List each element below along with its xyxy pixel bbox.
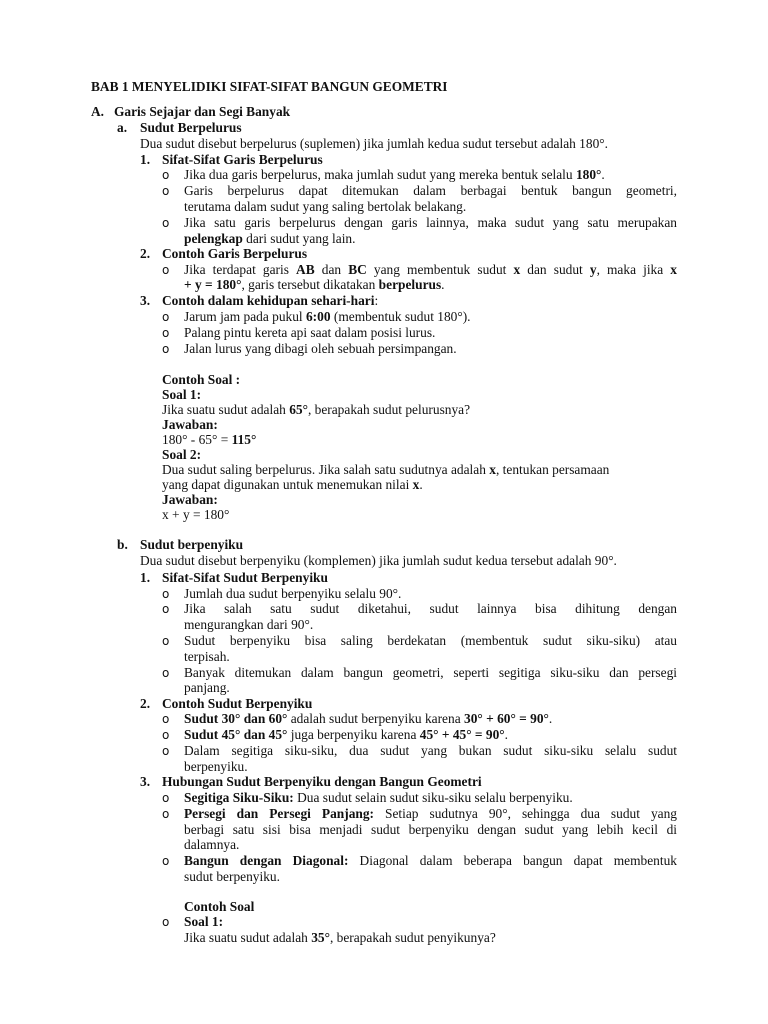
- a1-bullet-1: Jika dua garis berpelurus, maka jumlah sudut yang mereka bentuk selalu 180°.: [184, 167, 605, 182]
- bullet-icon: o: [162, 744, 170, 758]
- b1-bullet-2-line-2: mengurangkan dari 90°.: [184, 617, 314, 632]
- sub-b-marker: b.: [117, 537, 128, 552]
- bullet-icon: o: [162, 854, 170, 868]
- b1-bullet-4-line-2: panjang.: [184, 680, 230, 695]
- bullet-icon: o: [162, 915, 170, 929]
- bullet-icon: o: [162, 728, 170, 742]
- a-point-1-heading: Sifat-Sifat Garis Berpelurus: [162, 152, 323, 167]
- a3-bullet-1: Jarum jam pada pukul 6:00 (membentuk sudut 180°).: [184, 309, 471, 324]
- a-soal-2-line-1: Dua sudut saling berpelurus. Jika salah satu sudutnya adalah x, tentukan persamaan: [162, 462, 610, 477]
- b3-bullet-3-line-2: sudut berpenyiku.: [184, 869, 280, 884]
- b1-bullet-2-line-1: Jika salah satu sudut diketahui, sudut lainnya bisa dihitung dengan: [184, 601, 677, 616]
- b1-bullet-3-line-1: Sudut berpenyiku bisa saling berdekatan (membentuk sudut siku-siku) atau: [184, 633, 677, 648]
- a-jawaban-2-label: Jawaban:: [162, 492, 218, 507]
- a2-bullet-1-line-1: Jika terdapat garis AB dan BC yang membentuk sudut x dan sudut y, maka jika x: [184, 262, 677, 277]
- a1-bullet-2-line-1: Garis berpelurus dapat ditemukan dalam berbagai bentuk bangun geometri,: [184, 183, 677, 198]
- sub-b-intro: Dua sudut disebut berpenyiku (komplemen) jika jumlah sudut kedua tersebut adalah 90°.: [140, 553, 617, 568]
- b1-bullet-1: Jumlah dua sudut berpenyiku selalu 90°.: [184, 586, 402, 601]
- a3-bullet-2: Palang pintu kereta api saat dalam posisi lurus.: [184, 325, 436, 340]
- a2-bullet-1-line-2: + y = 180°, garis tersebut dikatakan berpelurus.: [184, 277, 445, 292]
- a-point-3-heading: Contoh dalam kehidupan sehari-hari:: [162, 293, 379, 308]
- b2-bullet-2: Sudut 45° dan 45° juga berpenyiku karena 45° + 45° = 90°.: [184, 727, 508, 742]
- b3-bullet-2-line-2: berbagi satu sisi bisa menjadi sudut berpenyiku dengan sudut yang lebih kecil di: [184, 822, 677, 837]
- b3-bullet-2-line-1: Persegi dan Persegi Panjang: Setiap sudutnya 90°, sehingga dua sudut yang: [184, 806, 677, 821]
- bullet-icon: o: [162, 807, 170, 821]
- b1-bullet-4-line-1: Banyak ditemukan dalam bangun geometri, seperti segitiga siku-siku dan persegi: [184, 665, 677, 680]
- a-jawaban-2-answer: x + y = 180°: [162, 507, 230, 522]
- bullet-icon: o: [162, 326, 170, 340]
- bullet-icon: o: [162, 587, 170, 601]
- bullet-icon: o: [162, 666, 170, 680]
- a-point-1-marker: 1.: [140, 152, 151, 167]
- b2-bullet-3-line-1: Dalam segitiga siku-siku, dua sudut yang bukan sudut siku-siku selalu sudut: [184, 743, 677, 758]
- bullet-icon: o: [162, 168, 170, 182]
- b-example-heading: Contoh Soal: [184, 899, 255, 914]
- a-point-2-heading: Contoh Garis Berpelurus: [162, 246, 308, 261]
- a-example-heading: Contoh Soal :: [162, 372, 241, 387]
- bullet-icon: o: [162, 602, 170, 616]
- a-point-2-marker: 2.: [140, 246, 151, 261]
- b3-bullet-3-line-1: Bangun dengan Diagonal: Diagonal dalam beberapa bangun dapat membentuk: [184, 853, 677, 868]
- b-point-3-marker: 3.: [140, 774, 151, 789]
- bullet-icon: o: [162, 712, 170, 726]
- b-soal-1-question: Jika suatu sudut adalah 35°, berapakah sudut penyikunya?: [184, 930, 496, 945]
- a-soal-1-label: Soal 1:: [162, 387, 202, 402]
- bullet-icon: o: [162, 216, 170, 230]
- a1-bullet-2-line-2: terutama dalam sudut yang saling bertolak belakang.: [184, 199, 467, 214]
- bullet-icon: o: [162, 184, 170, 198]
- bullet-icon: o: [162, 263, 170, 277]
- b3-bullet-2-line-3: dalamnya.: [184, 837, 240, 852]
- a-point-3-marker: 3.: [140, 293, 151, 308]
- bullet-icon: o: [162, 342, 170, 356]
- a-soal-1-question: Jika suatu sudut adalah 65°, berapakah sudut pelurusnya?: [162, 402, 471, 417]
- b2-bullet-1: Sudut 30° dan 60° adalah sudut berpenyiku karena 30° + 60° = 90°.: [184, 711, 553, 726]
- bullet-icon: o: [162, 791, 170, 805]
- b2-bullet-3-line-2: berpenyiku.: [184, 759, 248, 774]
- b-soal-1-label: Soal 1:: [184, 914, 224, 929]
- sub-a-intro: Dua sudut disebut berpelurus (suplemen) jika jumlah kedua sudut tersebut adalah 180°.: [140, 136, 608, 151]
- bullet-icon: o: [162, 310, 170, 324]
- b3-bullet-1: Segitiga Siku-Siku: Dua sudut selain sudut siku-siku selalu berpenyiku.: [184, 790, 573, 805]
- a1-bullet-3-line-2: pelengkap dari sudut yang lain.: [184, 231, 356, 246]
- a1-bullet-3-line-1: Jika satu garis berpelurus dengan garis lainnya, maka sudut yang satu merupakan: [184, 215, 677, 230]
- a-soal-2-label: Soal 2:: [162, 447, 202, 462]
- sub-b-heading: Sudut berpenyiku: [140, 537, 244, 552]
- bullet-icon: o: [162, 634, 170, 648]
- section-a-heading: Garis Sejajar dan Segi Banyak: [114, 104, 291, 119]
- sub-a-marker: a.: [117, 120, 128, 135]
- b-point-1-heading: Sifat-Sifat Sudut Berpenyiku: [162, 570, 328, 585]
- b-point-2-heading: Contoh Sudut Berpenyiku: [162, 696, 313, 711]
- b-point-2-marker: 2.: [140, 696, 151, 711]
- b1-bullet-3-line-2: terpisah.: [184, 649, 230, 664]
- a-jawaban-1-answer: 180° - 65° = 115°: [162, 432, 257, 447]
- a-jawaban-1-label: Jawaban:: [162, 417, 218, 432]
- a-soal-2-line-2: yang dapat digunakan untuk menemukan nilai x.: [162, 477, 423, 492]
- section-a-marker: A.: [91, 104, 105, 119]
- a3-bullet-3: Jalan lurus yang dibagi oleh sebuah persimpangan.: [184, 341, 457, 356]
- b-point-3-heading: Hubungan Sudut Berpenyiku dengan Bangun Geometri: [162, 774, 482, 789]
- sub-a-heading: Sudut Berpelurus: [140, 120, 242, 135]
- page-title: BAB 1 MENYELIDIKI SIFAT-SIFAT BANGUN GEOMETRI: [91, 79, 448, 94]
- b-point-1-marker: 1.: [140, 570, 151, 585]
